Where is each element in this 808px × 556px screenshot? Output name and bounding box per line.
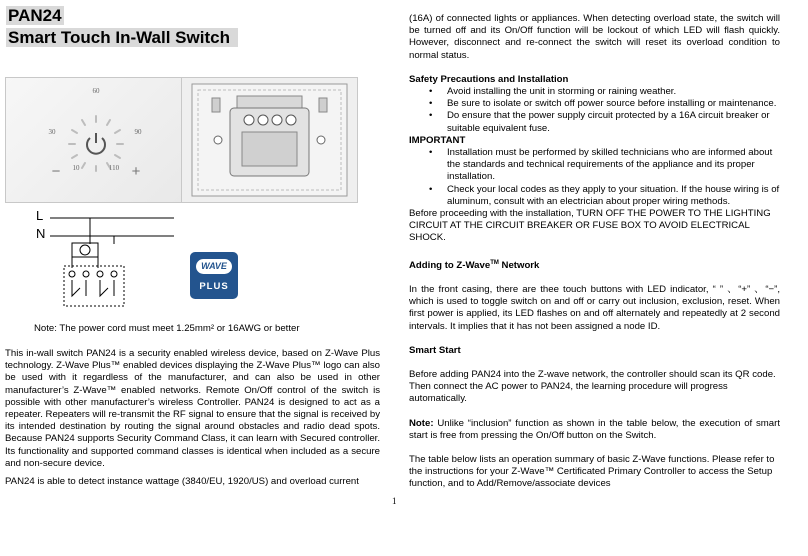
overload-paragraph: (16A) of connected lights or appliances. When detecting overload state, the switch will be turned off and its On/Off function will be lockout of which LED will flash quickly. However, disconnect and re-connect the switch will reset its overload condition to normal status. [409,13,780,61]
smart-start-paragraph: Before adding PAN24 into the Z-wave network, the controller should scan its QR code. Then connect the AC power to PAN24, the learning procedure will progress automatically. [409,369,776,405]
important-list [409,147,780,208]
adding-heading-suffix: Network [498,259,540,271]
switch-front-photo [5,77,182,203]
led-rays [69,116,123,171]
note-paragraph [409,418,780,442]
dial-110: 110 [108,164,120,172]
safety-heading: Safety Precautions and Installation [409,73,569,85]
note-body: Unlike “inclusion” function as shown in the table below, the execution of smart start is free from pressing the On/Off button on the Switch. [409,417,780,441]
safety-item: • Avoid installing the unit in storming or raining weather. [447,86,780,98]
important-item: • Check your local codes as they apply to your situation. If the house wiring is of aluminum, consult with an electrician about proper wiring methods. [447,184,780,208]
dial-30: 30 [48,128,56,136]
adding-heading [409,257,780,272]
smart-start-heading: Smart Start [409,344,461,356]
wiring-diagram [34,208,174,318]
safety-item: • Be sure to isolate or switch off power source before installing or maintenance. [447,98,780,110]
page-number: 1 [392,496,397,506]
line-label: L [36,208,44,223]
note-label: Note: [409,417,434,429]
adding-paragraph: In the front casing, there are thee touch buttons with LED indicator, “ ” 、“+” 、“−”, which is used to toggle switch on and off or carry out inclusion, exclusion, reset. When first power is applied, its LED flashes on and off alternately and repeatedly at 2 second intervals. It implies that it has not been assigned a node ID. [409,284,780,332]
logo-plus-text: PLUS [199,281,229,292]
important-item: • Installation must be performed by skilled technicians who are informed about the standards and technical requirements of the appliance and its proper installation. [447,147,780,184]
table-intro-paragraph: The table below lists an operation summary of basic Z-Wave functions. Please refer to the instructions for your Z-Wave™ Certificated Primary Controller to access the Setup function, and to Add/Remove/associate devices [409,454,775,490]
before-proceeding-paragraph: Before proceeding with the installation, TURN OFF THE POWER TO THE LIGHTING CIRCUIT AT THE CIRCUIT BREAKER OR FUSE BOX TO AVOID ELECTRICAL SHOCK. [409,208,771,244]
power-icon [87,133,105,154]
right-column [409,13,780,491]
plus-button: + [131,163,141,180]
adding-heading-tm: TM [490,259,499,266]
product-title: Smart Touch In-Wall Switch [6,28,238,47]
model-title: PAN24 [8,6,62,25]
safety-item: • Do ensure that the power supply circuit protected by a 16A circuit breaker or suitable equivalent fuse. [447,110,780,134]
important-heading: IMPORTANT [409,134,466,146]
switch-back-photo [181,77,358,203]
wattage-paragraph: PAN24 is able to detect instance wattage (3840/EU, 1920/US) and overload current [5,476,359,487]
dial-10: 10 [72,164,80,172]
neutral-label: N [36,226,46,241]
dial-90: 90 [134,128,142,136]
logo-wave-text: WAVE [201,261,227,271]
adding-heading-text: Adding to Z-Wave [409,259,491,271]
zwave-plus-logo [190,252,238,299]
safety-list [409,86,780,135]
power-cord-caption: Note: The power cord must meet 1.25mm² or 16AWG or better [34,323,300,334]
minus-button: − [51,163,61,180]
intro-paragraph: This in-wall switch PAN24 is a security enabled wireless device, based on Z-Wave Plus technology. Z-Wave Plus™ enabled devices displaying the Z-Wave Plus™ logo can also be used with it regardless of the manufacturer, and can also be used in other manufacturer’s Z-Wave™ enabled networks. Remote On/Off control of the switch is possible with other manufacturer’s wireless Controller. PAN24 is designed to act as a repeater. Repeaters will re-transmit the RF signal to ensure that the signal is received by its intended destination by routing the signal around obstacles and radio dead spots. Because PAN24 supports Security Command Class, it can learn with Secured controller. Its functionality and supported command classes is identical when included as a secure and non-secure device. [5,348,380,469]
dial-60: 60 [92,87,100,95]
